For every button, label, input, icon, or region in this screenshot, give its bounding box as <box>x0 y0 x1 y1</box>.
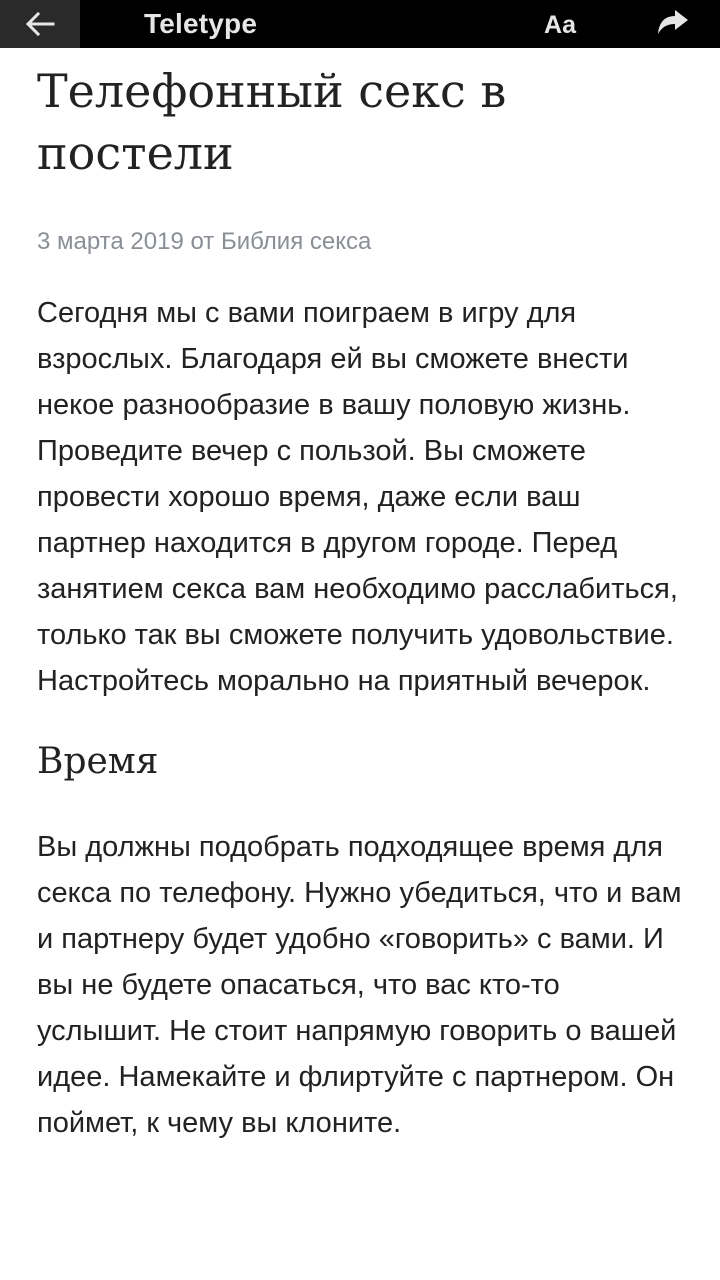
font-size-button[interactable]: Aa <box>544 11 576 39</box>
article-title: Телефонный секс в постели <box>37 64 507 180</box>
article-paragraph: Вы должны подобрать подходящее время для секса по телефону. Нужно убедиться, что и вам и партнеру будет удобно «говорить» с вами. И вы не будете опасаться, что вас кто-то услышит. Не стоит напрямую говорить о вашей идее. Намекайте и флиртуйте с партнером. Он поймет, к чему вы клоните. <box>37 831 682 1139</box>
share-button[interactable] <box>646 0 700 48</box>
top-app-bar <box>0 0 720 48</box>
section-heading: Время <box>37 741 159 782</box>
share-arrow-icon <box>658 10 688 39</box>
back-button[interactable] <box>0 0 80 48</box>
article-meta: 3 марта 2019 от Библия секса <box>37 228 372 255</box>
app-title: Teletype <box>144 8 258 39</box>
arrow-left-icon <box>25 11 55 37</box>
article-paragraph: Сегодня мы с вами поиграем в игру для взрослых. Благодаря ей вы сможете внести некое разнообразие в вашу половую жизнь. Проведите вечер с пользой. Вы сможете провести хорошо время, даже если ваш партнер находится в другом городе. Перед занятием секса вам необходимо расслабиться, только так вы сможете получить удовольствие. Настройтесь морально на приятный вечерок. <box>37 297 678 697</box>
article-content <box>37 48 687 1146</box>
